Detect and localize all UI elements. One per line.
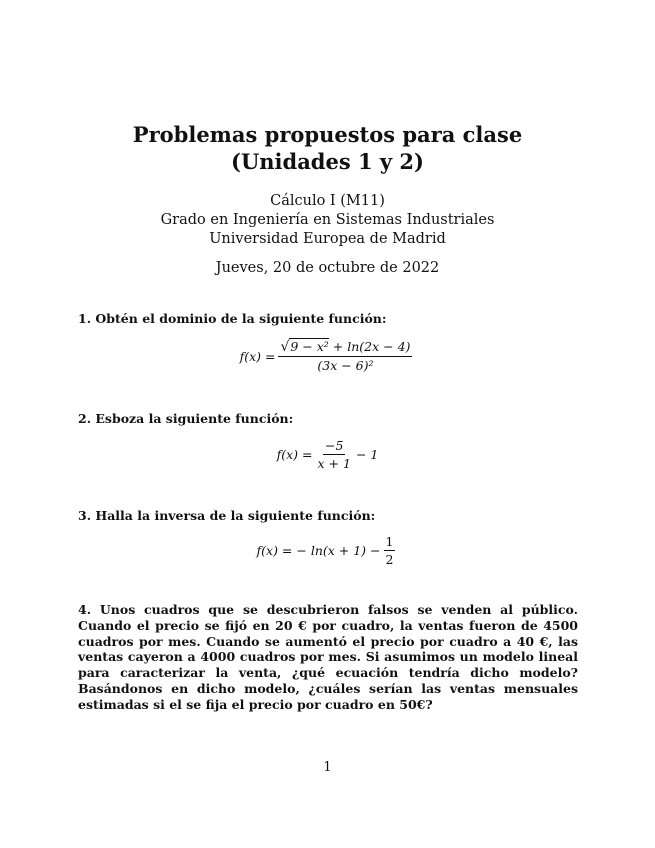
problem-3-heading: 3. Halla la inversa de la siguiente función:	[78, 508, 376, 523]
formula-1-denominator: (3x − 6)²	[317, 358, 374, 373]
formula-3-numerator: 1	[385, 533, 394, 549]
formula-1-numerator	[278, 339, 412, 357]
degree-name: Grado en Ingeniería en Sistemas Industriales	[160, 212, 495, 228]
formula-1-lhs: f(x) =	[239, 348, 276, 364]
formula-1-numerator-rest: + ln(2x − 4)	[332, 339, 411, 354]
document-subtitle: (Unidades 1 y 2)	[231, 149, 424, 174]
formula-3-denominator: 2	[385, 551, 394, 567]
formula-2-numerator: −5	[325, 437, 344, 453]
document-date: Jueves, 20 de octubre de 2022	[215, 260, 440, 276]
sqrt-symbol: √	[280, 339, 290, 355]
university-name: Universidad Europea de Madrid	[209, 231, 446, 247]
problem-3-formula	[0, 533, 655, 567]
formula-2-fraction	[316, 438, 353, 471]
problem-1-formula	[0, 336, 655, 376]
problem-2-heading: 2. Esboza la siguiente función:	[78, 411, 294, 426]
formula-3-fraction	[384, 534, 396, 567]
page-number: 1	[323, 760, 332, 775]
formula-2-tail: − 1	[355, 446, 379, 462]
formula-1-fraction	[278, 339, 412, 373]
problem-2-formula	[0, 436, 655, 472]
course-name: Cálculo I (M11)	[270, 193, 385, 209]
formula-2-denominator: x + 1	[317, 455, 351, 471]
problem-4-text: 4. Unos cuadros que se descubrieron falsos se venden al público. Cuando el precio se fijó en 20 € por cuadro, la ventas fueron de 4500 cuadros por mes. Cuando se aumentó el precio por cuadro a 40 €, las ventas cayeron a 4000 cuadros por mes. Si asumimos un modelo lineal para caracterizar la venta, ¿qué ecuación tendría dicho modelo? Basándonos en dicho modelo, ¿cuáles serían las ventas mensuales estimadas si el se fija el precio por cuadro en 50€?	[78, 602, 578, 712]
formula-2-lhs: f(x) =	[276, 446, 313, 462]
formula-1-sqrt-radicand: 9 − x²	[290, 339, 329, 354]
formula-3-lhs: f(x) = − ln(x + 1) −	[256, 542, 381, 558]
problem-1-heading: 1. Obtén el dominio de la siguiente función:	[78, 311, 387, 326]
document-title: Problemas propuestos para clase	[132, 122, 523, 147]
